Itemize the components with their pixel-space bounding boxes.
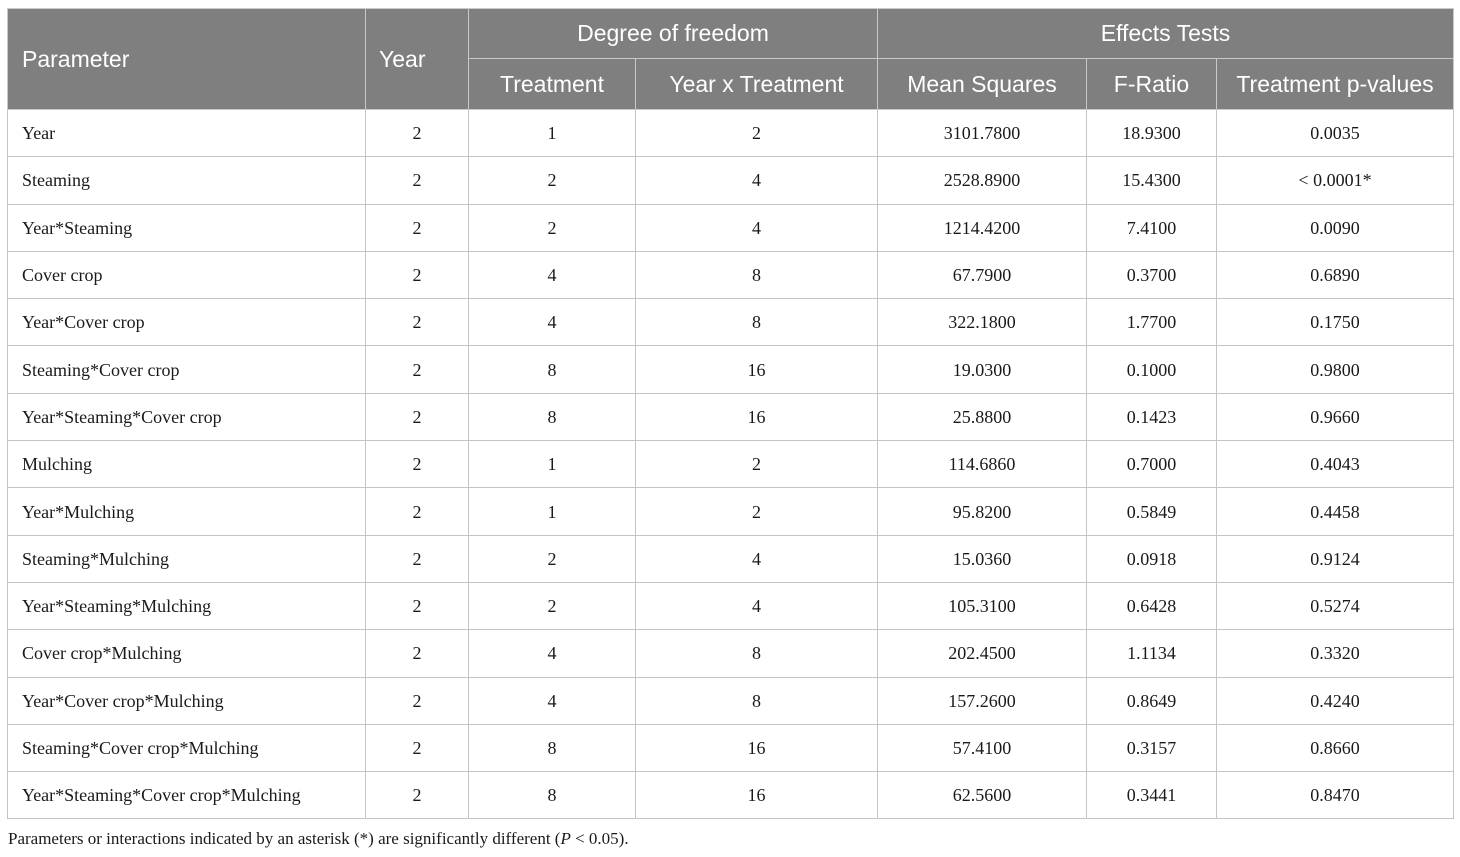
cell-year-x-treatment: 8: [636, 630, 878, 677]
table-row: [8, 630, 1454, 677]
cell-year-x-treatment: 16: [636, 724, 878, 771]
cell-treatment: 4: [469, 299, 636, 346]
header-year-x-treatment: Year x Treatment: [636, 59, 878, 110]
cell-treatment: 2: [469, 582, 636, 629]
cell-parameter: Year*Mulching: [8, 488, 366, 535]
cell-mean-squares: 95.8200: [878, 488, 1087, 535]
header-parameter: Parameter: [8, 9, 366, 110]
cell-mean-squares: 157.2600: [878, 677, 1087, 724]
cell-year-x-treatment: 8: [636, 299, 878, 346]
table-row: [8, 157, 1454, 204]
cell-mean-squares: 322.1800: [878, 299, 1087, 346]
cell-year: 2: [366, 677, 469, 724]
cell-treatment: 2: [469, 204, 636, 251]
cell-mean-squares: 19.0300: [878, 346, 1087, 393]
cell-year-x-treatment: 8: [636, 677, 878, 724]
cell-mean-squares: 105.3100: [878, 582, 1087, 629]
cell-year: 2: [366, 110, 469, 157]
cell-mean-squares: 67.7900: [878, 251, 1087, 298]
cell-year: 2: [366, 251, 469, 298]
table-row: [8, 582, 1454, 629]
cell-p-value: < 0.0001*: [1217, 157, 1454, 204]
table-row: [8, 299, 1454, 346]
header-f-ratio: F-Ratio: [1087, 59, 1217, 110]
cell-f-ratio: 0.7000: [1087, 441, 1217, 488]
table-row: [8, 441, 1454, 488]
cell-year-x-treatment: 4: [636, 582, 878, 629]
cell-f-ratio: 18.9300: [1087, 110, 1217, 157]
cell-year: 2: [366, 772, 469, 819]
cell-year: 2: [366, 724, 469, 771]
cell-f-ratio: 0.1423: [1087, 393, 1217, 440]
cell-year: 2: [366, 204, 469, 251]
cell-p-value: 0.8470: [1217, 772, 1454, 819]
cell-parameter: Year: [8, 110, 366, 157]
cell-treatment: 1: [469, 488, 636, 535]
cell-treatment: 8: [469, 393, 636, 440]
cell-p-value: 0.4043: [1217, 441, 1454, 488]
cell-parameter: Year*Steaming*Mulching: [8, 582, 366, 629]
cell-treatment: 8: [469, 724, 636, 771]
cell-treatment: 4: [469, 677, 636, 724]
cell-parameter: Steaming: [8, 157, 366, 204]
cell-parameter: Year*Cover crop: [8, 299, 366, 346]
cell-year: 2: [366, 582, 469, 629]
cell-year: 2: [366, 630, 469, 677]
cell-year-x-treatment: 16: [636, 346, 878, 393]
cell-year-x-treatment: 2: [636, 488, 878, 535]
cell-f-ratio: 15.4300: [1087, 157, 1217, 204]
cell-f-ratio: 7.4100: [1087, 204, 1217, 251]
cell-parameter: Year*Cover crop*Mulching: [8, 677, 366, 724]
cell-treatment: 2: [469, 535, 636, 582]
cell-p-value: 0.9800: [1217, 346, 1454, 393]
cell-p-value: 0.4240: [1217, 677, 1454, 724]
cell-mean-squares: 1214.4200: [878, 204, 1087, 251]
cell-mean-squares: 202.4500: [878, 630, 1087, 677]
cell-year: 2: [366, 441, 469, 488]
cell-year: 2: [366, 535, 469, 582]
cell-year: 2: [366, 346, 469, 393]
cell-mean-squares: 62.5600: [878, 772, 1087, 819]
cell-treatment: 1: [469, 441, 636, 488]
table-row: [8, 204, 1454, 251]
cell-parameter: Year*Steaming*Cover crop: [8, 393, 366, 440]
cell-mean-squares: 2528.8900: [878, 157, 1087, 204]
footnote-p-symbol: P: [560, 829, 571, 848]
cell-parameter: Year*Steaming: [8, 204, 366, 251]
table-row: [8, 346, 1454, 393]
header-treatment-p-values: Treatment p-values: [1217, 59, 1454, 110]
cell-f-ratio: 1.7700: [1087, 299, 1217, 346]
cell-p-value: 0.8660: [1217, 724, 1454, 771]
cell-parameter: Mulching: [8, 441, 366, 488]
cell-year: 2: [366, 299, 469, 346]
header-year: Year: [366, 9, 469, 110]
cell-parameter: Steaming*Mulching: [8, 535, 366, 582]
header-treatment: Treatment: [469, 59, 636, 110]
cell-f-ratio: 0.3441: [1087, 772, 1217, 819]
header-row-1: [8, 9, 1454, 59]
cell-mean-squares: 57.4100: [878, 724, 1087, 771]
footnote-text-before: Parameters or interactions indicated by an asterisk (*) are significantly different (: [8, 829, 561, 848]
cell-p-value: 0.5274: [1217, 582, 1454, 629]
cell-year-x-treatment: 2: [636, 441, 878, 488]
cell-f-ratio: 1.1134: [1087, 630, 1217, 677]
footnote: [8, 829, 629, 849]
cell-p-value: 0.0090: [1217, 204, 1454, 251]
table-row: [8, 724, 1454, 771]
header-mean-squares: Mean Squares: [878, 59, 1087, 110]
table-body: [8, 110, 1454, 819]
cell-f-ratio: 0.1000: [1087, 346, 1217, 393]
cell-treatment: 4: [469, 630, 636, 677]
cell-mean-squares: 114.6860: [878, 441, 1087, 488]
cell-mean-squares: 15.0360: [878, 535, 1087, 582]
cell-parameter: Cover crop: [8, 251, 366, 298]
cell-f-ratio: 0.3157: [1087, 724, 1217, 771]
cell-year-x-treatment: 16: [636, 772, 878, 819]
cell-parameter: Year*Steaming*Cover crop*Mulching: [8, 772, 366, 819]
cell-mean-squares: 3101.7800: [878, 110, 1087, 157]
cell-p-value: 0.6890: [1217, 251, 1454, 298]
table-row: [8, 535, 1454, 582]
cell-treatment: 4: [469, 251, 636, 298]
cell-p-value: 0.9124: [1217, 535, 1454, 582]
footnote-text-after: < 0.05).: [570, 829, 629, 848]
cell-p-value: 0.3320: [1217, 630, 1454, 677]
table-header: [8, 9, 1454, 110]
cell-parameter: Steaming*Cover crop: [8, 346, 366, 393]
cell-year-x-treatment: 8: [636, 251, 878, 298]
cell-year-x-treatment: 4: [636, 157, 878, 204]
cell-year-x-treatment: 2: [636, 110, 878, 157]
table-row: [8, 393, 1454, 440]
cell-year-x-treatment: 4: [636, 204, 878, 251]
cell-year: 2: [366, 393, 469, 440]
table-row: [8, 772, 1454, 819]
cell-year: 2: [366, 157, 469, 204]
cell-treatment: 2: [469, 157, 636, 204]
cell-f-ratio: 0.5849: [1087, 488, 1217, 535]
cell-year-x-treatment: 4: [636, 535, 878, 582]
cell-f-ratio: 0.8649: [1087, 677, 1217, 724]
cell-treatment: 8: [469, 772, 636, 819]
header-degree-of-freedom: Degree of freedom: [469, 9, 878, 59]
cell-parameter: Cover crop*Mulching: [8, 630, 366, 677]
cell-p-value: 0.0035: [1217, 110, 1454, 157]
cell-parameter: Steaming*Cover crop*Mulching: [8, 724, 366, 771]
table-row: [8, 251, 1454, 298]
table-row: [8, 110, 1454, 157]
anova-table: [7, 8, 1454, 819]
cell-f-ratio: 0.0918: [1087, 535, 1217, 582]
cell-treatment: 8: [469, 346, 636, 393]
cell-p-value: 0.9660: [1217, 393, 1454, 440]
cell-f-ratio: 0.6428: [1087, 582, 1217, 629]
cell-year: 2: [366, 488, 469, 535]
table-row: [8, 488, 1454, 535]
cell-treatment: 1: [469, 110, 636, 157]
header-effects-tests: Effects Tests: [878, 9, 1454, 59]
cell-year-x-treatment: 16: [636, 393, 878, 440]
cell-mean-squares: 25.8800: [878, 393, 1087, 440]
table-row: [8, 677, 1454, 724]
cell-p-value: 0.1750: [1217, 299, 1454, 346]
cell-f-ratio: 0.3700: [1087, 251, 1217, 298]
cell-p-value: 0.4458: [1217, 488, 1454, 535]
